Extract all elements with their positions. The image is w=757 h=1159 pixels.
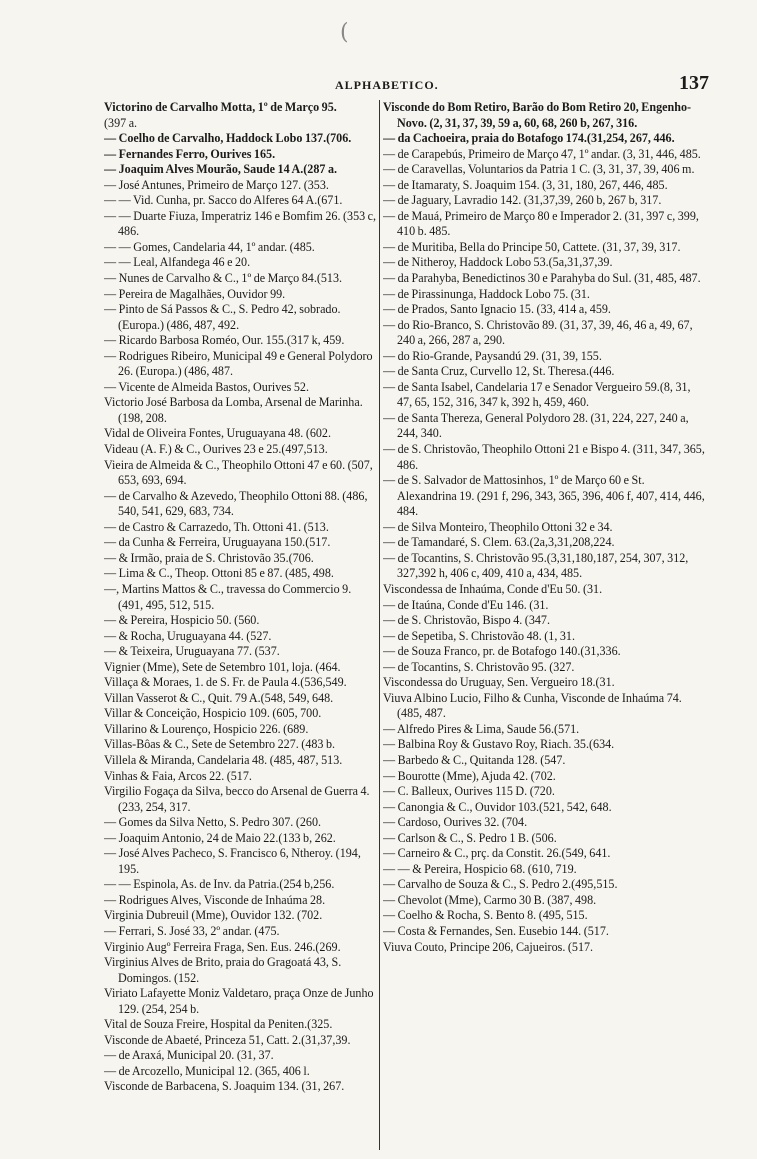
directory-entry: — & Teixeira, Uruguayana 77. (537. (104, 644, 280, 659)
directory-entry: — Joaquim Alves Mourão, Saude 14 A.(287 a. (104, 162, 338, 177)
directory-entry: — Coelho de Carvalho, Haddock Lobo 137.(706. (104, 131, 352, 146)
page-number: 137 (679, 72, 709, 94)
directory-entry: — Ricardo Barbosa Roméo, Our. 155.(317 k, 459. (104, 333, 345, 348)
directory-entry: — Carvalho de Souza & C., S. Pedro 2.(495,515. (383, 877, 618, 892)
directory-entry: — Fernandes Ferro, Ourives 165. (104, 146, 276, 161)
directory-entry: Villas-Bôas & C., Sete de Setembro 227. (483 b. (104, 737, 336, 752)
directory-entry: Villar & Conceição, Hospicio 109. (605, 700. (104, 706, 322, 721)
directory-entry: Vinhas & Faia, Arcos 22. (517. (104, 768, 252, 783)
directory-entry: — Pereira de Magalhães, Ouvidor 99. (104, 286, 286, 301)
directory-entry: — da Parahyba, Benedictinos 30 e Parahyba do Sul. (31, 485, 487. (383, 271, 701, 286)
directory-entry: — de Santa Cruz, Curvello 12, St. Theresa.(446. (383, 364, 615, 379)
directory-entry: — Cardoso, Ourives 32. (704. (383, 815, 528, 830)
directory-entry: — de Mauá, Primeiro de Março 80 e Imperador 2. (31, 397 c, 399, 410 b. 485. (383, 208, 699, 239)
directory-entry: —, Martins Mattos & C., travessa do Commercio 9. (491, 495, 512, 515. (104, 581, 352, 612)
directory-entry: Visconde de Barbacena, S. Joaquim 134. (31, 267. (104, 1079, 345, 1094)
directory-entry: — Rodrigues Alves, Visconde de Inhaúma 28. (104, 892, 326, 907)
directory-entry: — de Caravellas, Voluntarios da Patria 1 C. (3, 31, 37, 39, 406 m. (383, 162, 695, 177)
directory-entry: — Alfredo Pires & Lima, Saude 56.(571. (383, 721, 580, 736)
directory-entry: Videau (A. F.) & C., Ourives 23 e 25.(497,513. (104, 442, 328, 457)
directory-entry: — Balbina Roy & Gustavo Roy, Riach. 35.(634. (383, 737, 615, 752)
directory-entry: Visconde do Bom Retiro, Barão do Bom Retiro 20, Engenho-Novo. (2, 31, 37, 39, 59 a, 60, 68, 260 b, 267, 316. (383, 100, 692, 130)
directory-entry: — de Santa Thereza, General Polydoro 28. (31, 224, 227, 240 a, 244, 340. (383, 410, 689, 441)
directory-entry: Victorino de Carvalho Motta, 1º de Março 95. (104, 100, 337, 114)
directory-entry: Virginio Augº Ferreira Fraga, Sen. Eus. 246.(269. (104, 939, 341, 954)
directory-entry: — de Nitheroy, Haddock Lobo 53.(5a,31,37,39. (383, 255, 613, 270)
directory-entry: — de Arcozello, Municipal 12. (365, 406 l. (104, 1063, 310, 1078)
directory-entry: — de Pirassinunga, Haddock Lobo 75. (31. (383, 286, 590, 301)
directory-entry: Villaça & Moraes, 1. de S. Fr. de Paula 4.(536,549. (104, 675, 347, 690)
directory-entry: — de Carapebús, Primeiro de Março 47, 1º andar. (3, 31, 446, 485. (383, 146, 701, 161)
directory-entry: — de Araxá, Municipal 20. (31, 37. (104, 1048, 274, 1063)
directory-entry: — de Tocantins, S. Christovão 95.(3,31,180,187, 254, 307, 312, 327,392 h, 406 c, 409, 410 a, 434, 485. (383, 550, 689, 581)
directory-entry: — Bourotte (Mme), Ajuda 42. (702. (383, 768, 556, 783)
directory-entry: — — Vid. Cunha, pr. Sacco do Alferes 64 A.(671. (104, 193, 343, 208)
directory-entry: Virginia Dubreuil (Mme), Ouvidor 132. (702. (104, 908, 323, 923)
page-mark: ( (340, 20, 349, 45)
directory-entry: — José Antunes, Primeiro de Março 127. (353. (104, 177, 329, 192)
directory-entry: Vignier (Mme), Sete de Setembro 101, loja. (464. (104, 659, 341, 674)
directory-entry: — — Leal, Alfandega 46 e 20. (104, 255, 251, 270)
directory-entry: — Rodrigues Ribeiro, Municipal 49 e General Polydoro 26. (Europa.) (486, 487. (104, 348, 373, 379)
directory-entry: Villan Vasserot & C., Quit. 79 A.(548, 549, 648. (104, 690, 334, 705)
directory-entry: — de S. Christovão, Bispo 4. (347. (383, 613, 550, 628)
directory-entry: — Joaquim Antonio, 24 de Maio 22.(133 b, 262. (104, 830, 336, 845)
directory-entry: Viriato Lafayette Moniz Valdetaro, praça Onze de Junho 129. (254, 254 b. (104, 986, 374, 1016)
directory-entry: Viscondessa de Inhaúma, Conde d'Eu 50. (31. (383, 581, 603, 596)
directory-entry: — de Tamandaré, S. Clem. 63.(2a,3,31,208,224. (383, 535, 615, 550)
directory-entry: — — Duarte Fiuza, Imperatriz 146 e Bomfim 26. (353 c, 486. (104, 208, 377, 239)
directory-entry: — — Gomes, Candelaria 44, 1º andar. (485. (104, 239, 315, 254)
directory-entry: Viuva Albino Lucio, Filho & Cunha, Visconde de Inhaúma 74. (485, 487. (383, 690, 682, 721)
column-divider (379, 100, 380, 1150)
directory-entry: — de Souza Franco, pr. de Botafogo 140.(31,336. (383, 644, 621, 659)
directory-entry: Vieira de Almeida & C., Theophilo Ottoni 47 e 60. (507, 653, 693, 694. (104, 457, 373, 488)
directory-entry: — do Rio-Grande, Paysandú 29. (31, 39, 155. (383, 348, 602, 363)
directory-entry: — Carneiro & C., prç. da Constit. 26.(549, 641. (383, 846, 611, 861)
directory-entry: — de Carvalho & Azevedo, Theophilo Ottoni 88. (486, 540, 541, 629, 683, 734. (104, 488, 368, 519)
directory-entry: — — Espinola, As. de Inv. da Patria.(254 b,256. (104, 877, 335, 892)
directory-entry: — & Rocha, Uruguayana 44. (527. (104, 628, 272, 643)
directory-entry: Vidal de Oliveira Fontes, Uruguayana 48. (602. (104, 426, 332, 441)
directory-entry: Vital de Souza Freire, Hospital da Peniten.(325. (104, 1017, 333, 1032)
directory-entry: — & Irmão, praia de S. Christovão 35.(706. (104, 550, 314, 565)
directory-entry: — Pinto de Sá Passos & C., S. Pedro 42, sobrado. (Europa.) (486, 487, 492. (104, 302, 341, 332)
directory-entry: — de S. Salvador de Mattosinhos, 1º de Março 60 e St. Alexandrina 19. (291 f, 296, 343, 365, 396, 406 f, 407, 414, 446, 484. (383, 473, 705, 519)
directory-entry: — de Itaúna, Conde d'Eu 146. (31. (383, 597, 549, 612)
directory-entry: — Canongia & C., Ouvidor 103.(521, 542, 648. (383, 799, 612, 814)
directory-entry: Victorio José Barbosa da Lomba, Arsenal de Marinha. (198, 208. (104, 395, 363, 425)
directory-entry: — de Prados, Santo Ignacio 15. (33, 414 a, 459. (383, 302, 611, 317)
directory-entry: Villela & Miranda, Candelaria 48. (485, 487, 513. (104, 752, 343, 767)
page-title: ALPHABETICO. (335, 78, 439, 92)
directory-entry: — do Rio-Branco, S. Christovão 89. (31, 37, 39, 46, 46 a, 49, 67, 240 a, 266, 287 a, 290. (383, 317, 693, 348)
directory-entry: — Costa & Fernandes, Sen. Eusebio 144. (517. (383, 923, 609, 938)
directory-entry: — Chevolot (Mme), Carmo 30 B. (387, 498. (383, 892, 597, 907)
directory-entry: — da Cachoeira, praia do Botafogo 174.(31,254, 267, 446. (383, 131, 675, 146)
directory-entry: — C. Balleux, Ourives 115 D. (720. (383, 784, 555, 799)
directory-entry: — de Santa Isabel, Candelaria 17 e Senador Vergueiro 59.(8, 31, 47, 65, 152, 316, 347 k, 392 h, 459, 460. (383, 379, 691, 410)
directory-entry: — de Muritiba, Bella do Principe 50, Cattete. (31, 37, 39, 317. (383, 239, 681, 254)
directory-entry: — José Alves Pacheco, S. Francisco 6, Ntheroy. (194, 195. (104, 846, 361, 876)
directory-entry: — Gomes da Silva Netto, S. Pedro 307. (260. (104, 815, 322, 830)
directory-entry: (397 a. (104, 115, 138, 130)
directory-entry: Viscondessa do Uruguay, Sen. Vergueiro 18.(31. (383, 675, 615, 690)
directory-entry: — Coelho & Rocha, S. Bento 8. (495, 515. (383, 908, 588, 923)
directory-entry: — de Sepetiba, S. Christovão 48. (1, 31. (383, 628, 575, 643)
directory-entry: — de Castro & Carrazedo, Th. Ottoni 41. (513. (104, 519, 329, 534)
directory-entry: — Barbedo & C., Quitanda 128. (547. (383, 752, 566, 767)
directory-entry: Villarino & Lourenço, Hospicio 226. (689. (104, 721, 309, 736)
right-column (383, 100, 705, 1152)
directory-entry: — de Jaguary, Lavradio 142. (31,37,39, 260 b, 267 b, 317. (383, 193, 662, 208)
directory-entry: — de S. Christovão, Theophilo Ottoni 21 e Bispo 4. (311, 347, 365, 486. (383, 442, 705, 472)
page-header (0, 74, 757, 98)
directory-entry: — Carlson & C., S. Pedro 1 B. (506. (383, 830, 557, 845)
directory-entry: — Vicente de Almeida Bastos, Ourives 52. (104, 379, 309, 394)
directory-entry: — da Cunha & Ferreira, Uruguayana 150.(517. (104, 535, 331, 550)
directory-entry: — Nunes de Carvalho & C., 1º de Março 84.(513. (104, 271, 343, 286)
directory-entry: — & Pereira, Hospicio 50. (560. (104, 613, 260, 628)
directory-entry: — — & Pereira, Hospicio 68. (610, 719. (383, 861, 577, 876)
directory-entry: Viuva Couto, Principe 206, Cajueiros. (517. (383, 939, 594, 954)
directory-entry: Visconde de Abaeté, Princeza 51, Catt. 2.(31,37,39. (104, 1032, 351, 1047)
directory-entry: — Lima & C., Theop. Ottoni 85 e 87. (485, 498. (104, 566, 334, 581)
directory-entry: Virgilio Fogaça da Silva, becco do Arsenal de Guerra 4. (233, 254, 317. (104, 784, 370, 814)
left-column (104, 100, 378, 1152)
directory-entry: Virginius Alves de Brito, praia do Gragoatá 43, S. Domingos. (152. (104, 955, 342, 985)
directory-entry: — Ferrari, S. José 33, 2º andar. (475. (104, 923, 280, 938)
directory-entry: — de Silva Monteiro, Theophilo Ottoni 32 e 34. (383, 519, 613, 534)
directory-entry: — de Tocantins, S. Christovão 95. (327. (383, 659, 575, 674)
directory-entry: — de Itamaraty, S. Joaquim 154. (3, 31, 180, 267, 446, 485. (383, 177, 668, 192)
